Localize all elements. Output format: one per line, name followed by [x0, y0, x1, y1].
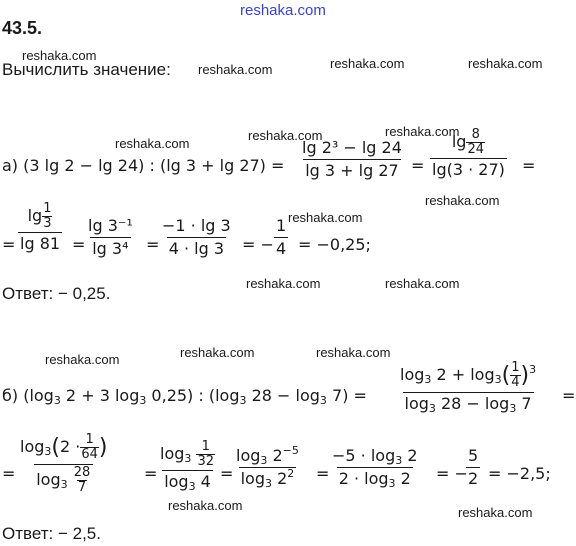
watermark: reshaka.com — [168, 498, 243, 513]
equals-sign: = — [316, 464, 330, 483]
watermark: reshaka.com — [316, 345, 391, 360]
watermark: reshaka.com — [246, 276, 321, 291]
part-a-lhs: (3 lg 2 − lg 24) : (lg 3 + lg 27) = — [23, 156, 285, 175]
watermark: reshaka.com — [330, 56, 405, 71]
fraction: $\frac{1}{4}$ — [276, 216, 287, 258]
task-text: Вычислить значение: — [2, 60, 171, 79]
watermark: reshaka.com — [45, 352, 120, 367]
fraction: $\log_3$ $\frac{1}{32}$ $\log_3 4$ — [160, 439, 215, 493]
fraction: $\frac{-5 \cdot \log_3 2}{2 \cdot \log_3 2}$ — [332, 446, 418, 490]
equals-sign: = — [522, 156, 536, 175]
equals-sign: = — [220, 464, 234, 483]
equals-sign: = − — [242, 235, 274, 254]
fraction: $\frac{-1 \cdot \lg 3}{4 \cdot \lg 3}$ — [162, 216, 231, 258]
answer-b: Ответ: − 2,5. — [2, 524, 101, 543]
equals-sign: = — [2, 464, 16, 483]
watermark: reshaka.com — [468, 56, 543, 71]
fraction: $\frac{\text{lg 3⁻¹}}{\text{lg 3⁴}}$ — [88, 216, 133, 258]
equals-sign: = — [72, 235, 86, 254]
equals-sign: = − — [436, 464, 468, 483]
watermark: reshaka.com — [22, 48, 97, 63]
result: = −2,5; — [488, 464, 551, 483]
fraction: $\frac{\text{lg 2³ − lg 24}}{\lg 3 + \lg 27}$ — [302, 138, 402, 180]
fraction: lg $\frac{8}{24}$ lg(3 · 27) — [432, 127, 505, 179]
part-b-lhs: ($\log_3$ 2 + 3 $\log_3 0,25$) : ($\log_3$ $28 - \log_3 7$) = — [23, 386, 367, 407]
fraction: $\frac{\log_3 2^{-5}}{\log_3 2^2}$ — [236, 444, 299, 490]
watermark: reshaka.com — [385, 124, 460, 139]
equals-sign: = — [2, 235, 16, 254]
problem-number: 43.5. — [2, 18, 43, 38]
fraction: lg $\frac{1}{3}$ lg 81 — [20, 201, 61, 253]
fraction: $\log_3(2$ · $\frac{1}{64}$ ) $\log_3$ $\frac{28}{7}$ — [20, 432, 108, 495]
answer-a: Ответ: − 0,25. — [2, 284, 111, 303]
watermark: reshaka.com — [180, 345, 255, 360]
watermark: reshaka.com — [425, 193, 500, 208]
watermark: reshaka.com — [240, 2, 326, 19]
equals-sign: = — [144, 464, 158, 483]
watermark: reshaka.com — [288, 210, 363, 225]
watermark: reshaka.com — [248, 128, 323, 143]
watermark: reshaka.com — [458, 505, 533, 520]
watermark: reshaka.com — [385, 276, 460, 291]
equals-sign: = — [146, 235, 160, 254]
fraction: $\frac{5}{2}$ — [468, 446, 479, 488]
equals-sign: = — [562, 386, 576, 405]
watermark: reshaka.com — [198, 62, 273, 77]
equals-sign: = — [411, 156, 425, 175]
part-a-label: а) (3 lg 2 − lg 24) : (lg 3 + lg 27) = — [2, 156, 285, 175]
fraction: $\log_3 2 + \log_3$( $\frac{1}{4}$ )$^3$ $\log_3 28 - \log_3 7$ — [400, 360, 537, 415]
result: = −0,25; — [298, 235, 371, 254]
part-b-label: б) ($\log_3$ 2 + 3 $\log_3 0,25$) : ($\log_3$ $28 - \log_3 7$) = — [2, 386, 367, 407]
watermark: reshaka.com — [115, 136, 190, 151]
